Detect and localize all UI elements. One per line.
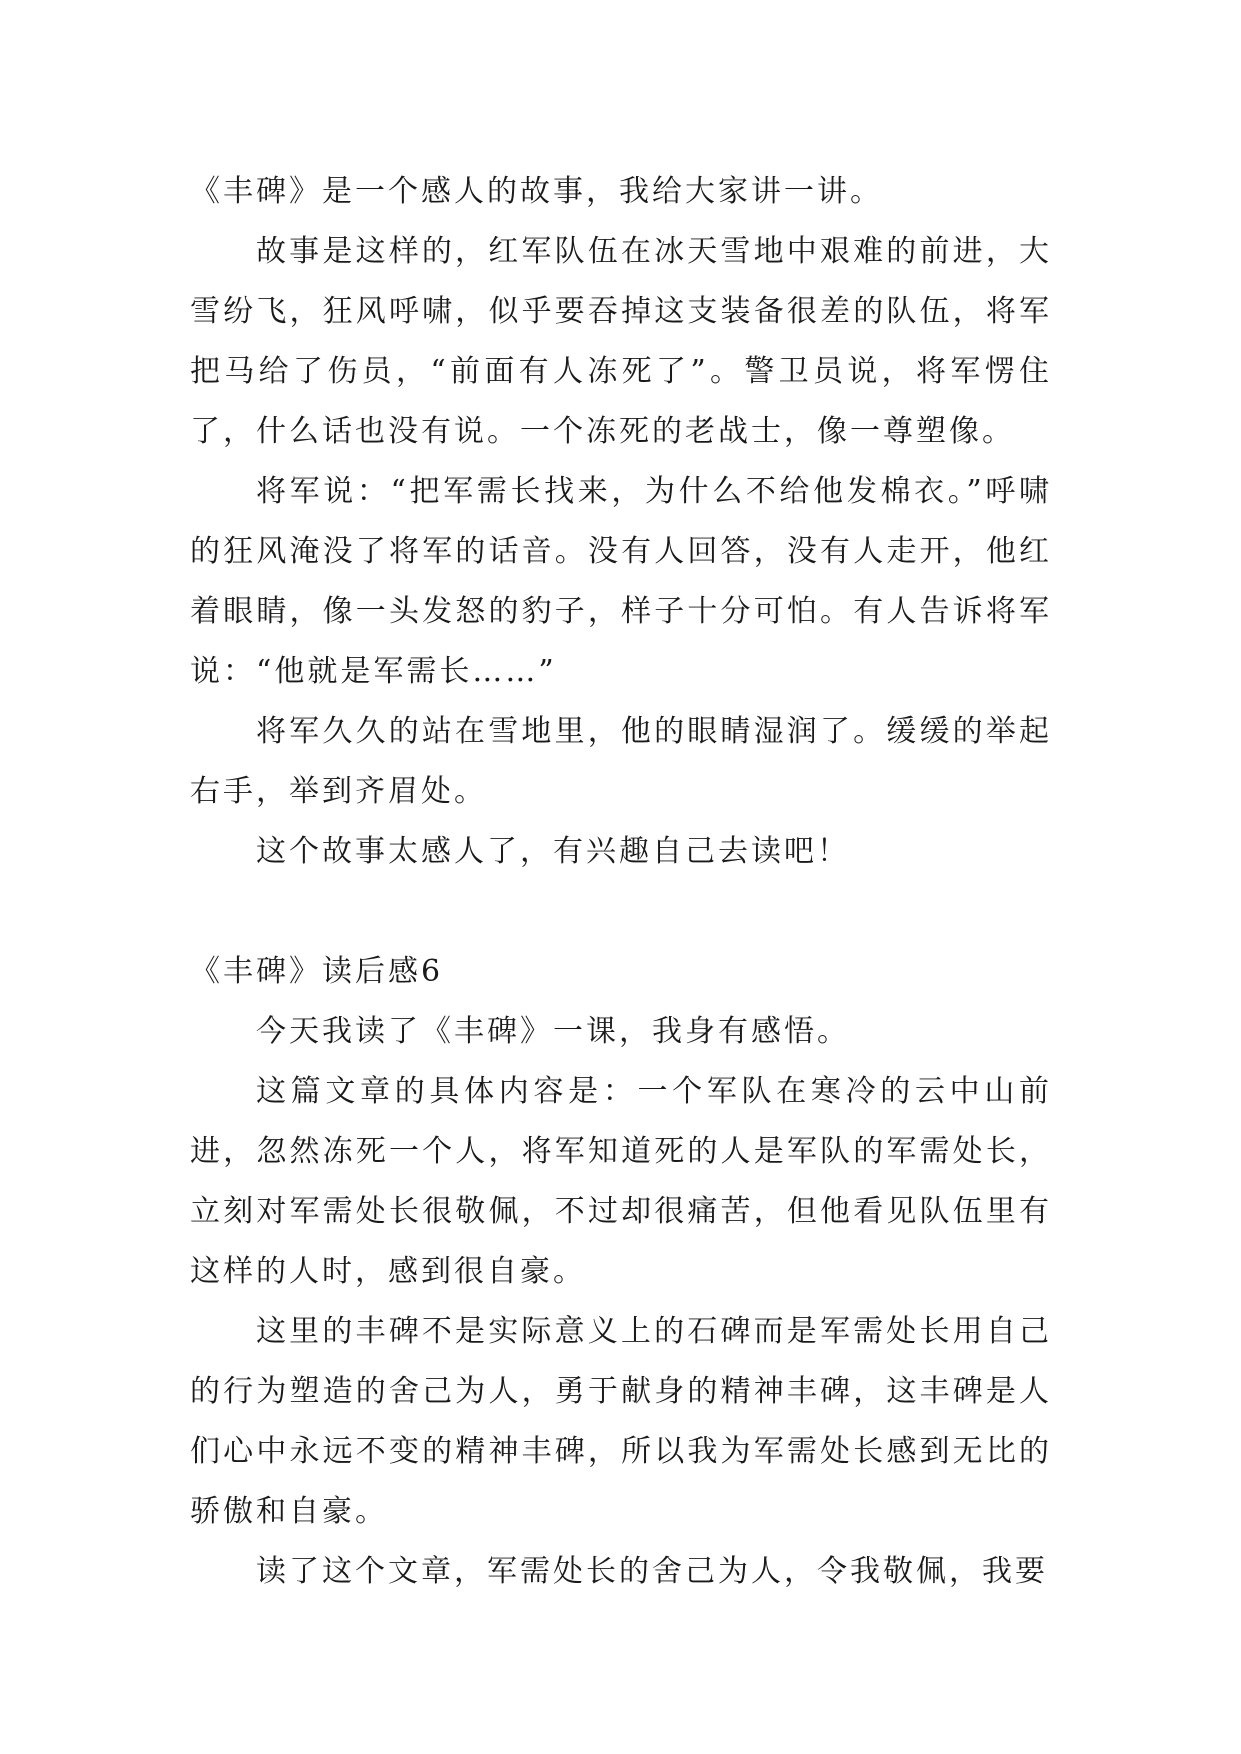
story-paragraph: 将军说：“把军需长找来，为什么不给他发棉衣。”呼啸的狂风淹没了将军的话音。没有人回答，没有人走开，他红着眼睛，像一头发怒的豹子，样子十分可怕。有人告诉将军说：“他就是军需长……” bbox=[190, 474, 1052, 689]
story-paragraph: 故事是这样的，红军队伍在冰天雪地中艰难的前进，大雪纷飞，狂风呼啸，似乎要吞掉这支装备很差的队伍，将军把马给了伤员，“前面有人冻死了”。警卫员说，将军愣住了，什么话也没有说。一个冻死的老战士，像一尊塑像。 bbox=[190, 234, 1052, 449]
section-paragraph: 这篇文章的具体内容是：一个军队在寒冷的云中山前进，忽然冻死一个人，将军知道死的人是军队的军需处长，立刻对军需处长很敬佩，不过却很痛苦，但他看见队伍里有这样的人时，感到很自豪。 bbox=[190, 1074, 1052, 1289]
intro-line: 《丰碑》是一个感人的故事，我给大家讲一讲。 bbox=[190, 174, 883, 209]
document-body bbox=[190, 162, 1052, 1602]
section-paragraph: 今天我读了《丰碑》一课，我身有感悟。 bbox=[256, 1014, 850, 1049]
section-title: 《丰碑》读后感6 bbox=[190, 954, 444, 989]
section-paragraph: 读了这个文章，军需处长的舍己为人，令我敬佩，我要 bbox=[256, 1554, 1048, 1589]
section-paragraph: 这里的丰碑不是实际意义上的石碑而是军需处长用自己的行为塑造的舍己为人，勇于献身的精神丰碑，这丰碑是人们心中永远不变的精神丰碑，所以我为军需处长感到无比的骄傲和自豪。 bbox=[190, 1314, 1052, 1529]
story-paragraph: 将军久久的站在雪地里，他的眼睛湿润了。缓缓的举起右手，举到齐眉处。 bbox=[190, 714, 1052, 809]
story-paragraph: 这个故事太感人了，有兴趣自己去读吧！ bbox=[256, 834, 850, 869]
